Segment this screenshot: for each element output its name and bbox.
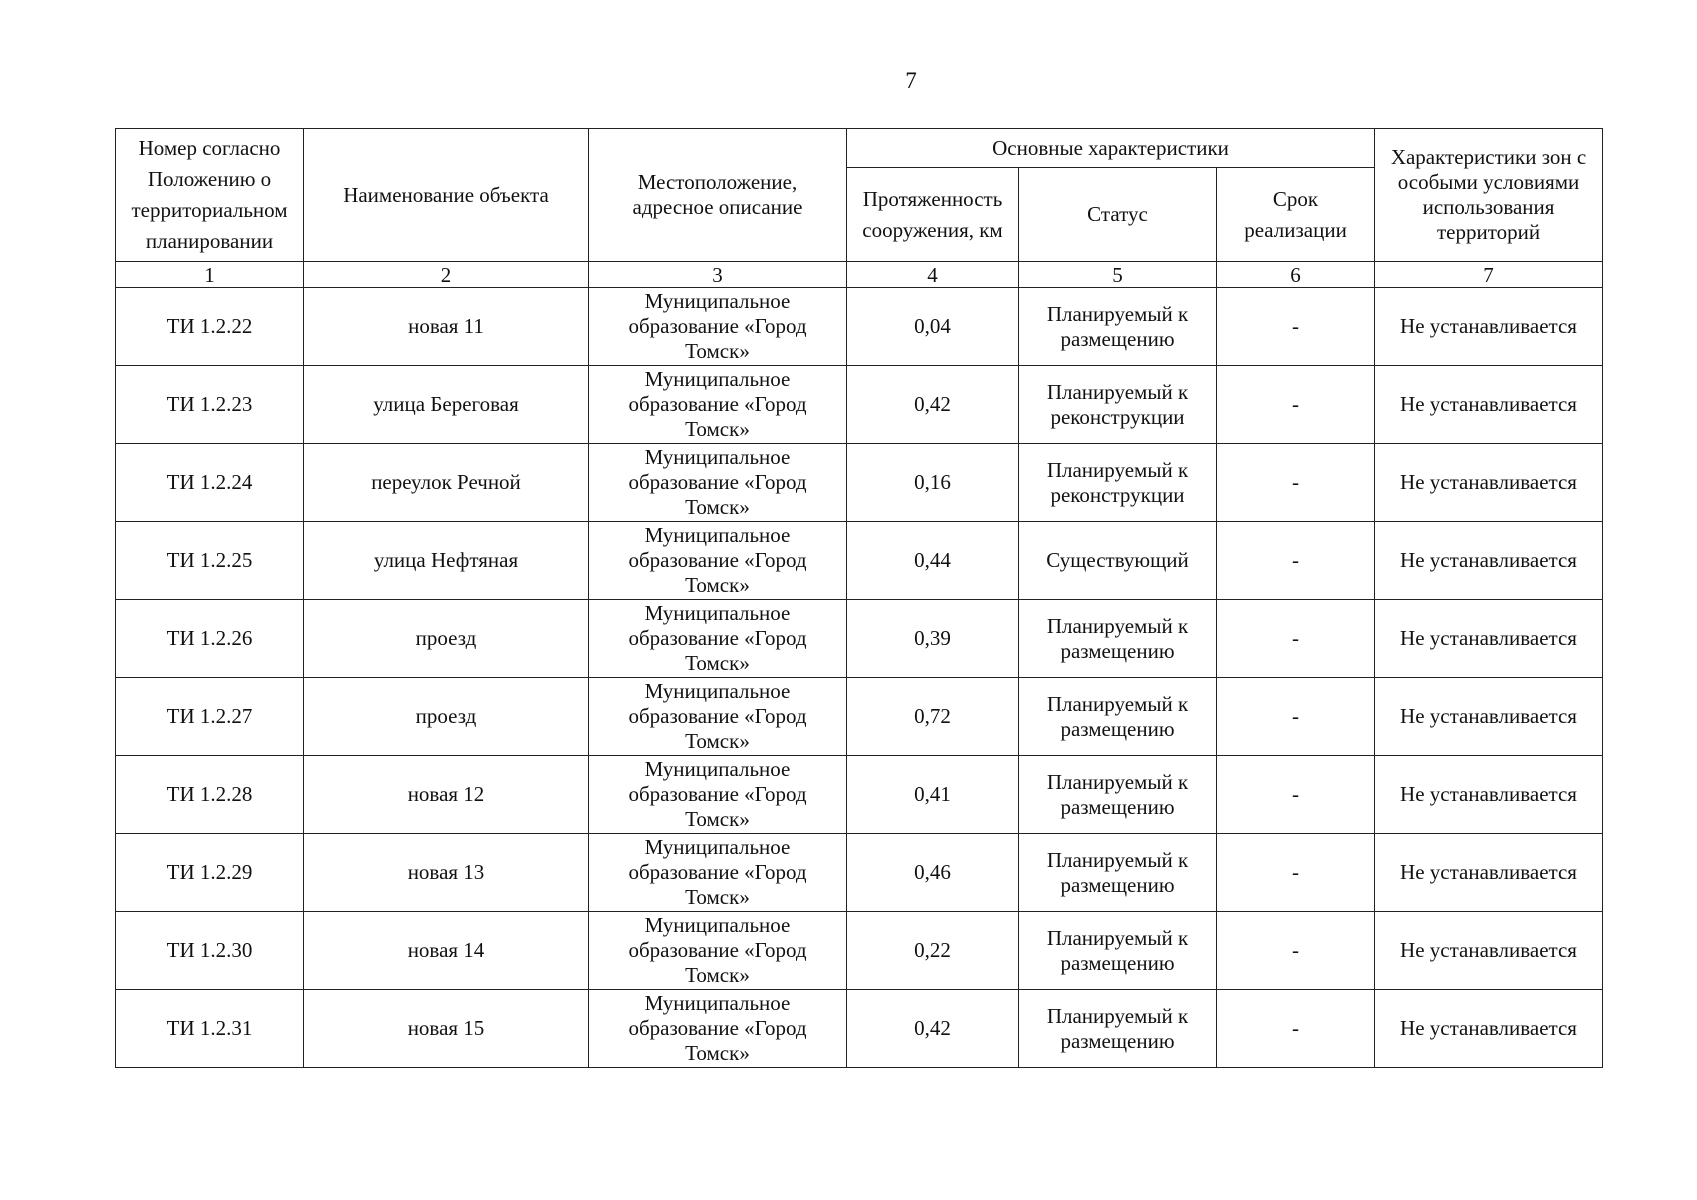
column-number: 3 — [589, 262, 847, 288]
cell-length: 0,04 — [847, 288, 1019, 366]
cell-name: новая 13 — [304, 834, 589, 912]
header-zones: Характеристики зон с особыми условиями использования территорий — [1375, 129, 1603, 262]
table-row — [116, 366, 1603, 444]
cell-term: - — [1217, 678, 1375, 756]
cell-term: - — [1217, 834, 1375, 912]
cell-status: Планируемый к размещению — [1019, 912, 1217, 990]
cell-status: Планируемый к размещению — [1019, 834, 1217, 912]
cell-length: 0,39 — [847, 600, 1019, 678]
cell-length: 0,16 — [847, 444, 1019, 522]
cell-name: проезд — [304, 600, 589, 678]
table-row — [116, 444, 1603, 522]
cell-name: улица Береговая — [304, 366, 589, 444]
cell-status: Планируемый к размещению — [1019, 288, 1217, 366]
cell-zones: Не устанавливается — [1375, 912, 1603, 990]
header-number: Номер согласно Положению о территориальном планировании — [116, 129, 304, 262]
cell-term: - — [1217, 756, 1375, 834]
cell-status: Планируемый к размещению — [1019, 678, 1217, 756]
column-number: 1 — [116, 262, 304, 288]
column-number: 2 — [304, 262, 589, 288]
cell-location: Муниципальное образование «Город Томск» — [589, 834, 847, 912]
cell-location: Муниципальное образование «Город Томск» — [589, 912, 847, 990]
table-row — [116, 834, 1603, 912]
cell-term: - — [1217, 600, 1375, 678]
objects-table — [115, 128, 1603, 1068]
page-number: 7 — [905, 68, 917, 93]
cell-status: Планируемый к реконструкции — [1019, 366, 1217, 444]
cell-status: Планируемый к реконструкции — [1019, 444, 1217, 522]
cell-number: ТИ 1.2.27 — [116, 678, 304, 756]
column-number: 4 — [847, 262, 1019, 288]
cell-zones: Не устанавливается — [1375, 678, 1603, 756]
column-numbers-row — [116, 262, 1603, 288]
table-row — [116, 288, 1603, 366]
cell-status: Существующий — [1019, 522, 1217, 600]
table-row — [116, 912, 1603, 990]
cell-term: - — [1217, 444, 1375, 522]
cell-location: Муниципальное образование «Город Томск» — [589, 366, 847, 444]
cell-zones: Не устанавливается — [1375, 834, 1603, 912]
cell-zones: Не устанавливается — [1375, 444, 1603, 522]
cell-number: ТИ 1.2.23 — [116, 366, 304, 444]
header-name: Наименование объекта — [304, 129, 589, 262]
cell-location: Муниципальное образование «Город Томск» — [589, 522, 847, 600]
cell-term: - — [1217, 288, 1375, 366]
cell-location: Муниципальное образование «Город Томск» — [589, 990, 847, 1068]
cell-name: переулок Речной — [304, 444, 589, 522]
cell-status: Планируемый к размещению — [1019, 600, 1217, 678]
cell-status: Планируемый к размещению — [1019, 756, 1217, 834]
cell-number: ТИ 1.2.24 — [116, 444, 304, 522]
cell-zones: Не устанавливается — [1375, 366, 1603, 444]
cell-number: ТИ 1.2.26 — [116, 600, 304, 678]
cell-location: Муниципальное образование «Город Томск» — [589, 678, 847, 756]
cell-name: новая 15 — [304, 990, 589, 1068]
header-location: Местоположение, адресное описание — [589, 129, 847, 262]
table-row — [116, 990, 1603, 1068]
cell-name: улица Нефтяная — [304, 522, 589, 600]
table-row — [116, 522, 1603, 600]
cell-location: Муниципальное образование «Город Томск» — [589, 288, 847, 366]
cell-length: 0,41 — [847, 756, 1019, 834]
header-term: Срок реализации — [1217, 168, 1375, 262]
cell-length: 0,42 — [847, 990, 1019, 1068]
cell-length: 0,22 — [847, 912, 1019, 990]
table-row — [116, 756, 1603, 834]
cell-location: Муниципальное образование «Город Томск» — [589, 756, 847, 834]
column-number: 6 — [1217, 262, 1375, 288]
column-number: 5 — [1019, 262, 1217, 288]
table-row — [116, 678, 1603, 756]
header-main-characteristics: Основные характеристики — [847, 129, 1375, 168]
cell-length: 0,42 — [847, 366, 1019, 444]
cell-term: - — [1217, 522, 1375, 600]
cell-zones: Не устанавливается — [1375, 990, 1603, 1068]
cell-length: 0,46 — [847, 834, 1019, 912]
header-status: Статус — [1019, 168, 1217, 262]
cell-number: ТИ 1.2.31 — [116, 990, 304, 1068]
cell-name: новая 11 — [304, 288, 589, 366]
cell-length: 0,72 — [847, 678, 1019, 756]
cell-status: Планируемый к размещению — [1019, 990, 1217, 1068]
cell-zones: Не устанавливается — [1375, 756, 1603, 834]
cell-number: ТИ 1.2.30 — [116, 912, 304, 990]
cell-number: ТИ 1.2.25 — [116, 522, 304, 600]
cell-term: - — [1217, 990, 1375, 1068]
cell-name: новая 14 — [304, 912, 589, 990]
cell-location: Муниципальное образование «Город Томск» — [589, 600, 847, 678]
column-number: 7 — [1375, 262, 1603, 288]
cell-zones: Не устанавливается — [1375, 288, 1603, 366]
header-length: Протяженность сооружения, км — [847, 168, 1019, 262]
cell-number: ТИ 1.2.29 — [116, 834, 304, 912]
cell-number: ТИ 1.2.28 — [116, 756, 304, 834]
cell-number: ТИ 1.2.22 — [116, 288, 304, 366]
cell-zones: Не устанавливается — [1375, 600, 1603, 678]
cell-term: - — [1217, 366, 1375, 444]
cell-zones: Не устанавливается — [1375, 522, 1603, 600]
cell-name: новая 12 — [304, 756, 589, 834]
cell-term: - — [1217, 912, 1375, 990]
cell-location: Муниципальное образование «Город Томск» — [589, 444, 847, 522]
cell-length: 0,44 — [847, 522, 1019, 600]
table-row — [116, 600, 1603, 678]
cell-name: проезд — [304, 678, 589, 756]
